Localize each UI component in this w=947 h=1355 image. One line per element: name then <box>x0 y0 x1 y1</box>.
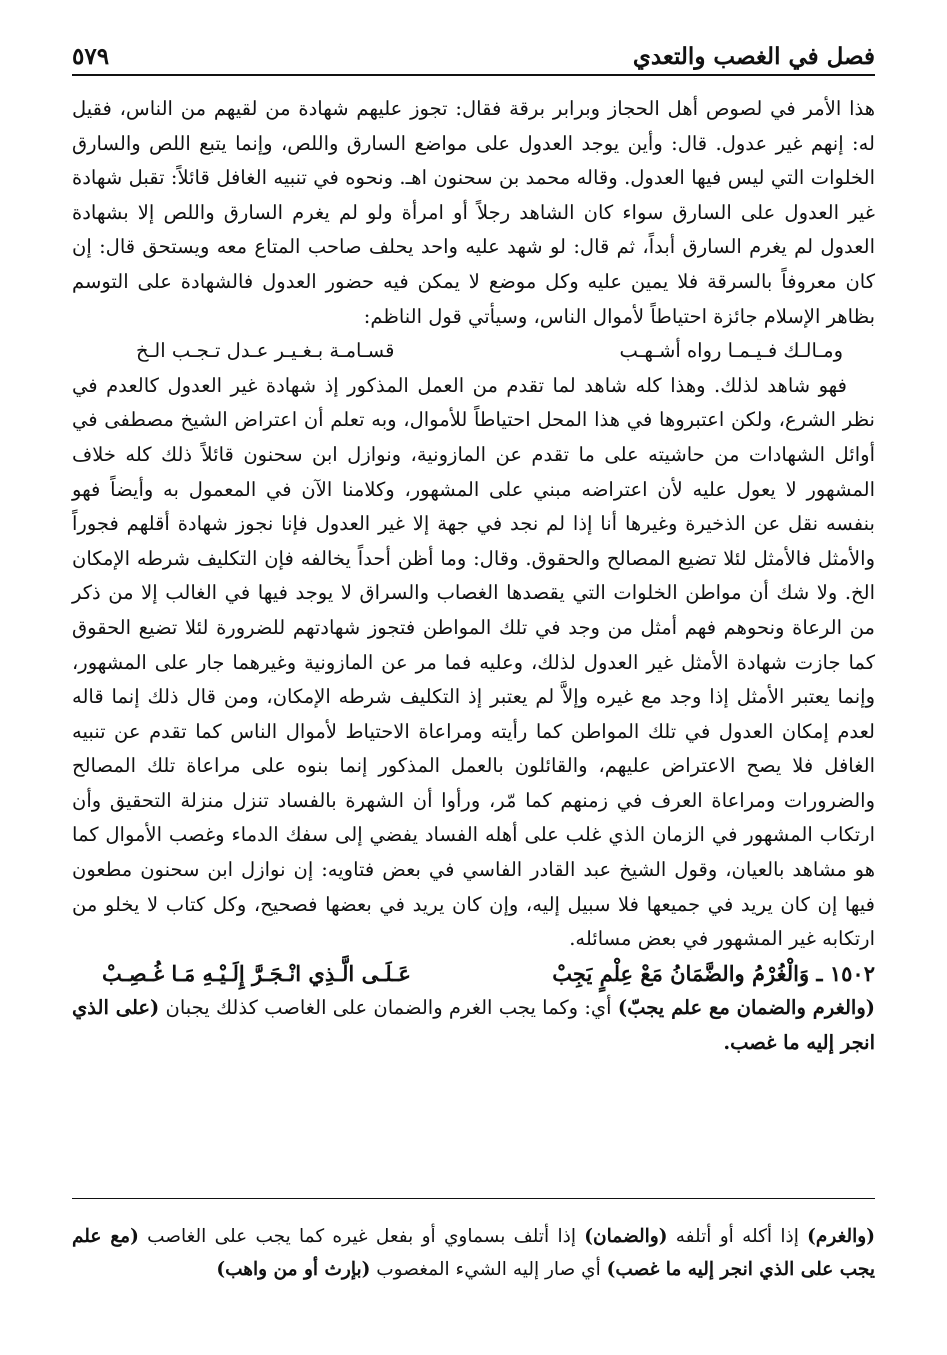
paragraph-1: هذا الأمر في لصوص أهل الحجاز وبرابر برقة فقال: تجوز عليهم شهادة من لقيهم من الناس، فقيل له: إنهم غير عدول. قال: وأين يوجد العدول على مواضع السارق واللص، وإنما يتبع اللص والسارق الخلوات التي ليس فيها العدول. وقاله محمد بن سحنون اهـ. ونحوه في تنبيه الغافل قائلاً: تقبل شهادة غير العدول على السارق سواء كان الشاهد رجلاً أو امرأة ولو لم يغرم السارق واللص إلا بشهادة العدول لم يغرم السارق أبداً، ثم قال: لو شهد عليه واحد يحلف صاحب المتاع معه ويستحق قال: إن كان معروفاً بالسرقة فلا يمين عليه وكل موضع لا يمكن فيه حضور العدول فالشهادة على التوسم بظاهر الإسلام جائزة احتياطاً لأموال الناس، وسيأتي قول الناظم: <box>72 97 875 328</box>
footnote-text-1: إذا أكله أو أتلفه <box>667 1226 808 1247</box>
page-number: ٥٧٩ <box>72 43 110 70</box>
footnote-quote-3: (مع علم يجب على الذي انجر إليه ما غصب) <box>72 1226 875 1280</box>
page-header <box>72 26 875 70</box>
commentary-quote-2: (على الذي انجر إليه ما غصب. <box>72 996 875 1055</box>
footnote-quote-2: (والضمان) <box>584 1226 668 1247</box>
footnote-quote-4: (بإرث أو من واهب) <box>216 1259 371 1280</box>
footnote-divider <box>72 1198 875 1199</box>
verse-quotation <box>72 334 875 369</box>
main-text <box>72 92 875 1061</box>
commentary-quote-1: (والغرم والضمان مع علم يجبّ) <box>617 996 875 1020</box>
verse-second-hemistich: قسـامـة بـغـيـر عـدل تـجـب الـخ <box>136 339 395 363</box>
verse-first-hemistich: ومـالـك فـيـمـا رواه أشـهـب <box>619 339 843 363</box>
verse-commentary <box>72 991 875 1060</box>
footnote-text-3: أي صار إليه الشيء المغصوب <box>370 1259 607 1280</box>
header-divider <box>72 74 875 76</box>
chapter-title: فصل في الغصب والتعدي <box>632 43 875 70</box>
footnotes <box>72 1220 875 1286</box>
poem-verse-1502 <box>72 957 875 992</box>
footnote-text-2: إذا أتلف بسماوي أو بفعل غيره كما يجب على الغاصب <box>138 1226 585 1247</box>
footnote-text <box>72 1220 875 1286</box>
poem-second-hemistich: عَـلَـى الَّـذِي انْـجَـرَّ إِلَـيْـهِ مَـا غُـصِـبْ <box>102 960 411 986</box>
commentary-text-1: أي: وكما يجب الغرم والضمان على الغاصب كذلك يجبان <box>159 996 618 1020</box>
paragraph-2: فهو شاهد لذلك. وهذا كله شاهد لما تقدم من العمل المذكور إذ شهادة غير العدول كالعدم في نظر الشرع، ولكن اعتبروها في هذا المحل احتياطاً للأموال، وبه تعلم أن اعتراض الشيخ مصطفى في أوائل الشهادات من حاشيته على ما تقدم عن المازونية، ونوازل ابن سحنون قائلاً ذلك كله خلاف المشهور لا يعول عليه لأن اعتراضه مبني على المشهور، وكلامنا الآن في المعمول به وأيضاً فهو بنفسه نقل عن الذخيرة وغيرها أنا إذا لم نجد في جهة إلا غير العدول فإنا نجوز شهادة أقلهم فجوراً والأمثل فالأمثل لئلا تضيع المصالح والحقوق. وقال: وما أظن أحداً يخالفه فإن التكليف شرطه الإمكان الخ. ولا شك أن مواطن الخلوات التي يقصدها الغصاب والسراق لا يوجد فيها في الغالب إلا من ذكر من الرعاة ونحوهم فهم أمثل من وجد في تلك المواطن فتجوز شهادتهم للضرورة لئلا تضيع الحقوق كما جازت شهادة الأمثل غير العدول لذلك، وعليه فما مر عن المازونية وغيرهما جار على المشهور، وإنما يعتبر الأمثل إذا وجد مع غيره وإلاَّ لم يعتبر إذ التكليف شرطه الإمكان، ومن قال ذلك إنما قاله لعدم إمكان العدول في تلك المواطن كما رأيته ومراعاة الاحتياط لأموال الناس كما تقدم عن تنبيه الغافل فلا يصح الاعتراض عليهم، والقائلون بالعمل المذكور إنما بنوه على مراعاة تلك المصالح والضرورات ومراعاة العرف في زمنهم كما مّر، ورأوا أن الشهرة بالفساد تنزل منزلة التحقيق وأن ارتكاب المشهور في الزمان الذي غلب على أهله الفساد يفضي إلى سفك الدماء وغصب الأموال كما هو مشاهد بالعيان، وقول الشيخ عبد القادر الفاسي في بعض فتاويه: إن نوازل ابن سحنون مطعون فيها إن كان يريد في جميعها فلا سبيل إليه، وإن كان يريد في بعضها فصحيح، وكل كتاب لا يخلو من ارتكابه غير المشهور في بعض مسائله. <box>72 373 875 951</box>
poem-first-hemistich: ١٥٠٢ ـ وَالْغُرْمُ والضَّمَانُ مَعْ عِلْمٍ يَجِبْ <box>552 960 875 986</box>
footnote-quote-1: (والغرم) <box>807 1226 875 1247</box>
